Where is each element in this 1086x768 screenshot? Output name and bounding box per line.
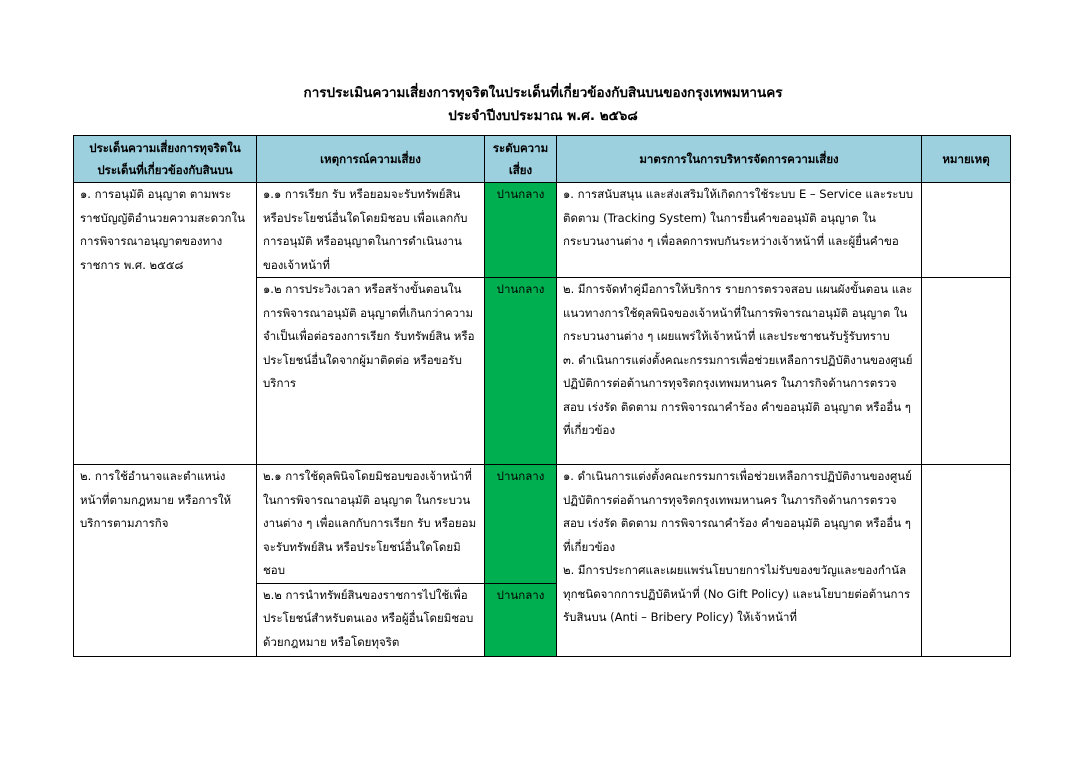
event-cell-2-2: ๒.๒ การนำทรัพย์สินของราชการไปใช้เพื่อประโยชน์สำหรับตนเอง หรือผู้อื่นโดยมิชอบด้วยกฎหมาย หรือโดยทุจริต: [257, 583, 485, 656]
risk-assessment-table: [73, 135, 1011, 657]
measure-item: ๑. ดำเนินการแต่งตั้งคณะกรรมการเพื่อช่วยเหลือการปฏิบัติงานของศูนย์ปฏิบัติการต่อต้านการทุจริตกรุงเทพมหานคร ในภารกิจด้านการตรวจสอบ เร่งรัด ติดตาม การพิจารณาคำร้อง คำขออนุมัติ อนุญาต หรืออื่น ๆ ที่เกี่ยวข้อง: [563, 469, 912, 554]
level-cell-2-1: ปานกลาง: [485, 465, 557, 584]
header-measures: มาตรการในการบริหารจัดการความเสี่ยง: [557, 136, 922, 183]
measure-cell-1-1: [557, 183, 922, 278]
header-note: หมายเหตุ: [922, 136, 1011, 183]
document-subtitle: ประจำปีงบประมาณ พ.ศ. ๒๕๖๘: [448, 108, 638, 124]
note-cell-3: [922, 465, 1011, 657]
measure-cell-2: [557, 465, 922, 657]
measure-cell-1-2: [557, 278, 922, 465]
header-level: ระดับความเสี่ยง: [485, 136, 557, 183]
measure-item: ๓. ดำเนินการแต่งตั้งคณะกรรมการเพื่อช่วยเหลือการปฏิบัติงานของศูนย์ปฏิบัติการต่อต้านการทุจริตกรุงเทพมหานคร ในภารกิจด้านการตรวจสอบ เร่งรัด ติดตาม การพิจารณาคำร้อง คำขออนุมัติ อนุญาต หรืออื่น ๆ ที่เกี่ยวข้อง: [563, 352, 913, 437]
document-title: การประเมินความเสี่ยงการทุจริตในประเด็นที่เกี่ยวข้องกับสินบนของกรุงเทพมหานคร: [303, 85, 783, 101]
measure-item: ๒. มีการประกาศและเผยแพร่นโยบายการไม่รับของขวัญและของกำนัลทุกชนิดจากการปฏิบัติหน้าที่ (No Gift Policy) และนโยบายต่อต้านการรับสินบน (Anti – Bribery Policy) ให้เจ้าหน้าที่: [563, 563, 911, 624]
measure-item: ๑. การสนับสนุน และส่งเสริมให้เกิดการใช้ระบบ E – Service และระบบติดตาม (Tracking System) ในการยื่นคำขออนุมัติ อนุญาต ในกระบวนงานต่าง ๆ เพื่อลดการพบกันระหว่างเจ้าหน้าที่ และผู้ยื่นคำขอ: [563, 187, 914, 248]
issue-cell-1: ๑. การอนุมัติ อนุญาต ตามพระราชบัญญัติอำนวยความสะดวกในการพิจารณาอนุญาตของทางราชการ พ.ศ. ๒๕๕๘: [74, 183, 257, 465]
table-header-row: [74, 136, 1011, 183]
measure-item: ๒. มีการจัดทำคู่มือการให้บริการ รายการตรวจสอบ แผนผังขั้นตอน และแนวทางการใช้ดุลพินิจของเจ้าหน้าที่ในการพิจารณาอนุมัติ อนุญาต ในกระบวนงานต่าง ๆ เผยแพร่ให้เจ้าหน้าที่ และประชาชนรับรู้รับทราบ: [563, 282, 913, 343]
level-cell-1-2: ปานกลาง: [485, 278, 557, 465]
issue-cell-2: ๒. การใช้อำนาจและตำแหน่งหน้าที่ตามกฎหมาย หรือการให้บริการตามภารกิจ: [74, 465, 257, 657]
note-cell-1: [922, 183, 1011, 278]
event-cell-1-2: ๑.๒ การประวิงเวลา หรือสร้างขั้นตอนในการพิจารณาอนุมัติ อนุญาตที่เกินกว่าความจำเป็นเพื่อต่อรองการเรียก รับทรัพย์สิน หรือประโยชน์อื่นใดจากผู้มาติดต่อ หรือขอรับบริการ: [257, 278, 485, 465]
table-row: [74, 183, 1011, 278]
table-row: [74, 465, 1011, 584]
event-cell-1-1: ๑.๑ การเรียก รับ หรือยอมจะรับทรัพย์สิน หรือประโยชน์อื่นใดโดยมิชอบ เพื่อแลกกับการอนุมัติ หรืออนุญาตในการดำเนินงานของเจ้าหน้าที่: [257, 183, 485, 278]
event-cell-2-1: ๒.๑ การใช้ดุลพินิจโดยมิชอบของเจ้าหน้าที่ในการพิจารณาอนุมัติ อนุญาต ในกระบวนงานต่าง ๆ เพื่อแลกกับการเรียก รับ หรือยอมจะรับทรัพย์สิน หรือประโยชน์อื่นใดโดยมิชอบ: [257, 465, 485, 584]
header-event: เหตุการณ์ความเสี่ยง: [257, 136, 485, 183]
level-cell-2-2: ปานกลาง: [485, 583, 557, 656]
header-issue: ประเด็นความเสี่ยงการทุจริตในประเด็นที่เกี่ยวข้องกับสินบน: [74, 136, 257, 183]
note-cell-2: [922, 278, 1011, 465]
level-cell-1-1: ปานกลาง: [485, 183, 557, 278]
